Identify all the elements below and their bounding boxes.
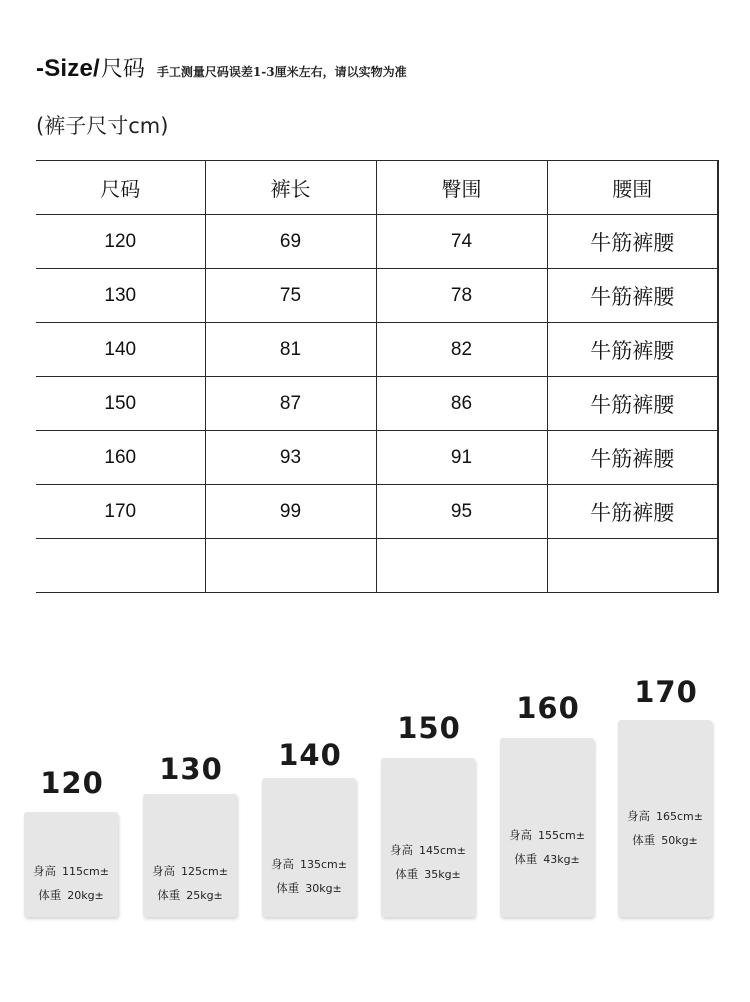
cell-hip: 74 xyxy=(376,215,547,269)
size-card-height-line xyxy=(24,863,118,879)
cell-empty xyxy=(547,539,718,593)
weight-label: 体重 xyxy=(514,852,538,866)
cell-hip: 86 xyxy=(376,377,547,431)
size-card xyxy=(24,812,118,917)
size-card-height-line xyxy=(381,842,475,858)
size-table xyxy=(36,160,719,593)
weight-label: 体重 xyxy=(38,888,62,902)
table-row xyxy=(36,215,718,269)
size-card-number: 130 xyxy=(159,752,223,786)
table-row-empty xyxy=(36,539,718,593)
cell-waist: 牛筋裤腰 xyxy=(547,431,718,485)
header-size: 尺码 xyxy=(36,161,205,215)
cell-empty xyxy=(36,539,205,593)
height-value: 155cm± xyxy=(538,829,585,842)
cell-size: 140 xyxy=(36,323,205,377)
height-value: 165cm± xyxy=(656,810,703,823)
header-hip: 臀围 xyxy=(376,161,547,215)
cell-length: 93 xyxy=(205,431,376,485)
cell-waist: 牛筋裤腰 xyxy=(547,485,718,539)
size-card-height-line xyxy=(618,808,712,824)
table-row xyxy=(36,485,718,539)
cell-length: 99 xyxy=(205,485,376,539)
header-waist: 腰围 xyxy=(547,161,718,215)
cell-waist: 牛筋裤腰 xyxy=(547,269,718,323)
height-value: 125cm± xyxy=(181,865,228,878)
height-label: 身高 xyxy=(390,843,413,857)
cell-size: 130 xyxy=(36,269,205,323)
size-card-chart xyxy=(0,660,750,940)
table-row xyxy=(36,377,718,431)
cell-length: 87 xyxy=(205,377,376,431)
size-card-weight-line xyxy=(143,887,237,903)
cell-size: 120 xyxy=(36,215,205,269)
table-row xyxy=(36,269,718,323)
size-card xyxy=(143,794,237,917)
size-card-weight-line xyxy=(500,851,594,867)
cell-length: 81 xyxy=(205,323,376,377)
weight-label: 体重 xyxy=(276,881,300,895)
size-card-height-line xyxy=(500,827,594,843)
height-label: 身高 xyxy=(271,857,294,871)
size-card-height-line xyxy=(262,856,356,872)
cell-hip: 95 xyxy=(376,485,547,539)
size-card xyxy=(381,758,475,917)
size-card xyxy=(618,720,712,917)
cell-empty xyxy=(376,539,547,593)
height-value: 135cm± xyxy=(300,858,347,871)
size-card-number: 150 xyxy=(397,711,461,745)
height-label: 身高 xyxy=(509,828,532,842)
size-card-number: 170 xyxy=(634,675,698,709)
weight-value: 25kg± xyxy=(186,889,223,902)
height-label: 身高 xyxy=(152,864,175,878)
cell-empty xyxy=(205,539,376,593)
size-card xyxy=(262,778,356,917)
size-title-cn: 尺码 xyxy=(100,57,145,82)
height-label: 身高 xyxy=(33,864,56,878)
size-card-number: 120 xyxy=(40,766,104,800)
cell-length: 69 xyxy=(205,215,376,269)
cell-size: 160 xyxy=(36,431,205,485)
weight-value: 35kg± xyxy=(424,868,461,881)
size-header xyxy=(36,52,407,86)
measurement-note: 手工测量尺码误差1-3厘米左右，请以实物为准 xyxy=(156,65,407,79)
table-row xyxy=(36,323,718,377)
cell-waist: 牛筋裤腰 xyxy=(547,377,718,431)
weight-value: 30kg± xyxy=(305,882,342,895)
weight-label: 体重 xyxy=(395,867,419,881)
weight-label: 体重 xyxy=(157,888,181,902)
height-label: 身高 xyxy=(627,809,650,823)
size-card-number: 160 xyxy=(516,691,580,725)
cell-waist: 牛筋裤腰 xyxy=(547,215,718,269)
size-card-weight-line xyxy=(262,880,356,896)
cell-hip: 78 xyxy=(376,269,547,323)
weight-value: 20kg± xyxy=(67,889,104,902)
table-row xyxy=(36,431,718,485)
size-card xyxy=(500,738,594,917)
height-value: 115cm± xyxy=(62,865,109,878)
weight-label: 体重 xyxy=(632,833,656,847)
table-header-row xyxy=(36,161,718,215)
weight-value: 43kg± xyxy=(543,853,580,866)
size-card-number: 140 xyxy=(278,738,342,772)
cell-hip: 91 xyxy=(376,431,547,485)
cell-waist: 牛筋裤腰 xyxy=(547,323,718,377)
size-title: -Size/ xyxy=(36,55,100,82)
header-length: 裤长 xyxy=(205,161,376,215)
cell-hip: 82 xyxy=(376,323,547,377)
cell-size: 170 xyxy=(36,485,205,539)
size-card-weight-line xyxy=(24,887,118,903)
height-value: 145cm± xyxy=(419,844,466,857)
size-card-weight-line xyxy=(381,866,475,882)
cell-length: 75 xyxy=(205,269,376,323)
pants-size-unit-label: (裤子尺寸cm) xyxy=(36,114,169,138)
size-card-height-line xyxy=(143,863,237,879)
cell-size: 150 xyxy=(36,377,205,431)
size-card-weight-line xyxy=(618,832,712,848)
weight-value: 50kg± xyxy=(661,834,698,847)
